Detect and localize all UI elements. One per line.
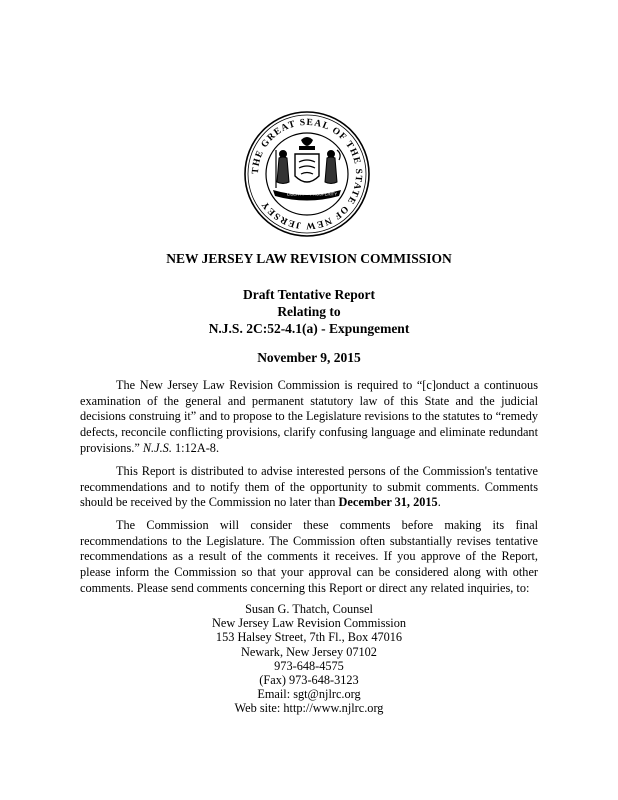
comment-deadline: December 31, 2015 [338,495,438,510]
paragraph-mandate [80,378,538,457]
paragraph-mandate-text: The New Jersey Law Revision Commission is required to “[c]onduct a continuous examination of the general and permanent statutory law of this State and the judicial decisions construing it” and to propose to the Legislature revisions to the statutes to “remedy defects, reconcile conflicting provisions, clarify confusing language and eliminate redundant provisions.” [80,378,538,455]
report-title-line-1: Draft Tentative Report [243,287,375,302]
citation-italic: N.J.S. [142,440,172,455]
paragraph-comments [80,518,538,597]
contact-organization: New Jersey Law Revision Commission [211,616,406,631]
seal-ring-text: THE GREAT SEAL OF THE STATE OF NEW JERSEY [250,117,364,231]
seal-ribbon-prosperity: PROSPERITY [310,191,337,197]
contact-city: Newark, New Jersey 07102 [241,644,377,659]
citation-rest: 1:12A-8. [171,440,220,455]
seal-ribbon-liberty: LIBERTY [287,191,305,197]
contact-website[interactable]: Web site: http://www.njlrc.org [234,701,384,716]
contact-block [0,602,618,716]
paragraph-distribution-end: . [437,495,441,510]
contact-name: Susan G. Thatch, Counsel [245,602,373,616]
contact-street: 153 Halsey Street, 7th Fl., Box 47016 [215,630,403,645]
contact-email[interactable]: Email: sgt@njlrc.org [257,687,361,702]
report-title-line-2: Relating to [277,304,341,319]
paragraph-distribution [80,464,538,511]
report-title-line-3: N.J.S. 2C:52-4.1(a) - Expungement [208,321,410,336]
paragraph-comments-text: The Commission will consider these comments before making its final recommendations to the Legislature. The Commission often substantially revises tentative recommendations as a result of the comments it receives. If you approve of the Report, please inform the Commission so that your approval can be considered along with other comments. Please send comments concerning this Report or direct any related inquiries, to: [80,518,538,595]
contact-fax: (Fax) 973-648-3123 [259,673,359,688]
report-title [0,286,618,337]
paragraph-distribution-text: This Report is distributed to advise interested persons of the Commission's tentative recommendations and to notify them of the opportunity to submit comments. Comments should be received by the Commission no later than [80,464,538,510]
nj-state-seal [243,110,371,238]
commission-heading: NEW JERSEY LAW REVISION COMMISSION [166,251,452,266]
contact-phone: 973-648-4575 [274,658,344,673]
report-date: November 9, 2015 [257,350,361,365]
